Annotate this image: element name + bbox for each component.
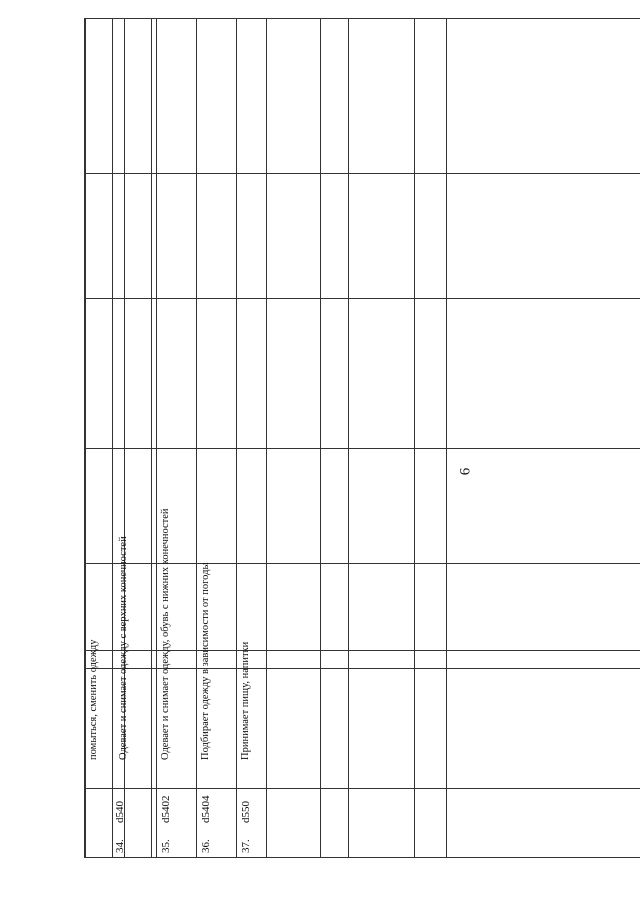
row-text: Принимает пищу, напитки [240,641,251,760]
row-code: d550 [240,801,252,823]
page-number: 6 [457,467,474,476]
row-number: 34. [114,839,126,853]
row-text: Подбирает одежду в зависимости от погоды [200,562,211,760]
row-code: d5402 [160,795,172,823]
row-text: Одевает и снимает одежду, обувь с нижних конечностей [160,508,171,760]
assessment-table [84,18,640,858]
row-number: 37. [240,839,252,853]
row-code: d540 [114,801,126,823]
row-number: 36. [200,839,212,853]
row-number: 35. [160,839,172,853]
row-code: d5404 [200,795,212,823]
row-text: Одевает и снимает одежду с верхних конечностей [118,536,129,760]
row-text: помыться, сменить одежду [88,639,99,760]
